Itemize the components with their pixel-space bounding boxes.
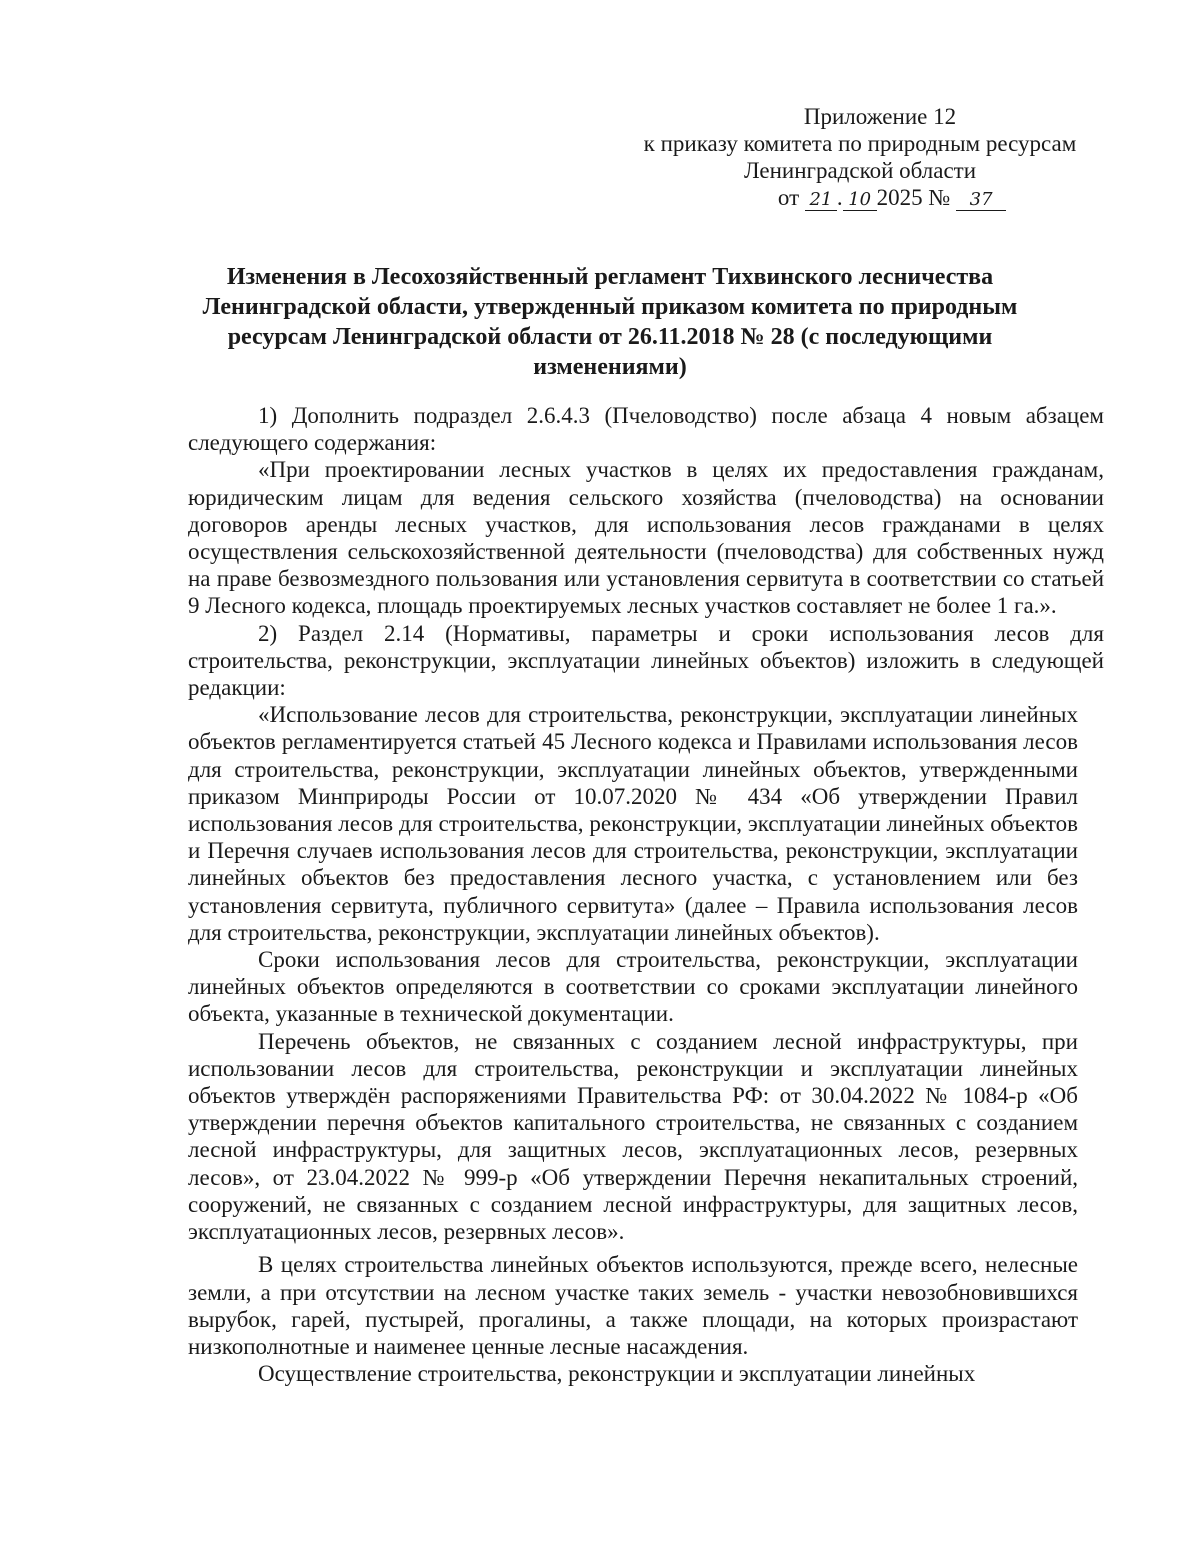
paragraph-terms: Сроки использования лесов для строительства, реконструкции, эксплуатации линейных объектов определяются в соответствии со сроками эксплуатации линейного объекта, указанные в технической документации. [188,947,1078,1027]
document-title: Изменения в Лесохозяйственный регламент Тихвинского лесничества Ленинградской области, утвержденный приказом комитета по природным ресурсам Ленинградской области от 26.11.2018 № 28 (с последующими изменениями) [202,264,1018,380]
paragraph-object-list: Перечень объектов, не связанных с созданием лесной инфраструктуры, при использовании лесов для строительства, реконструкции и эксплуатации линейных объектов утверждён распоряжениями Правительства РФ: от 30.04.2022 № 1084-р «Об утверждении перечня объектов капитального строительства, не связанных с созданием лесной инфраструктуры, для защитных лесов, эксплуатационных лесов, резервных лесов», от 23.04.2022 № 999-р «Об утверждении Перечня некапитальных строений, сооружений, не связанных с созданием лесной инфраструктуры, для защитных лесов, эксплуатационных лесов, резервных лесов». [188,1028,1078,1245]
paragraph-quote-linear-objects: «Использование лесов для строительства, реконструкции, эксплуатации линейных объектов регламентируется статьей 45 Лесного кодекса и Правилами использования лесов для строительства, реконструкции, эксплуатации линейных объектов, утвержденными приказом Минприроды России от 10.07.2020 № 434 «Об утверждении Правил использования лесов для строительства, реконструкции, эксплуатации линейных объектов и Перечня случаев использования лесов для строительства, реконструкции, эксплуатации линейных объектов без предоставления лесного участка, с установлением или без установления сервитута, публичного сервитута» (далее – Правила использования лесов для строительства, реконструкции, эксплуатации линейных объектов). [188,702,1078,945]
appendix-number: Приложение 12 [803,104,957,129]
appendix-date-line: от 21 . 10 2025 № 37 [600,184,1120,211]
appendix-order-ref: к приказу комитета по природным ресурсам [643,131,1077,156]
appendix-header [600,103,1120,211]
paragraph-land-use: В целях строительства линейных объектов используются, прежде всего, нелесные земли, а при отсутствии на лесном участке таких земель - участки невозобновившихся вырубок, гарей, пустырей, прогалины, а также площади, на которых произрастают низкополнотные и наименее ценные лесные насаждения. [188,1252,1078,1359]
paragraph-item-1: 1) Дополнить подраздел 2.6.4.3 (Пчеловодство) после абзаца 4 новым абзацем следующего содержания: [188,403,1104,456]
paragraph-construction: Осуществление строительства, реконструкции и эксплуатации линейных [258,1361,976,1387]
document-body [188,402,1104,1387]
date-year: 2025 № [876,185,951,210]
order-number-handwritten: 37 [956,190,1006,211]
appendix-region: Ленинградской области [743,158,977,183]
paragraph-item-2: 2) Раздел 2.14 (Нормативы, параметры и сроки использования лесов для строительства, реконструкции, эксплуатации линейных объектов) изложить в следующей редакции: [188,620,1104,701]
paragraph-quote-beekeeping: «При проектировании лесных участков в целях их предоставления гражданам, юридическим лицам для ведения сельского хозяйства (пчеловодства) на основании договоров аренды лесных участков, для использования лесов гражданами в целях осуществления сельскохозяйственной деятельности (пчеловодства) для собственных нужд на праве безвозмездного пользования или установления сервитута в соответствии со статьей 9 Лесного кодекса, площадь проектируемых лесных участков составляет не более 1 га.». [188,457,1104,619]
date-month-handwritten: 10 [843,190,877,211]
date-prefix: от [777,185,800,210]
date-day-handwritten: 21 [805,190,837,211]
